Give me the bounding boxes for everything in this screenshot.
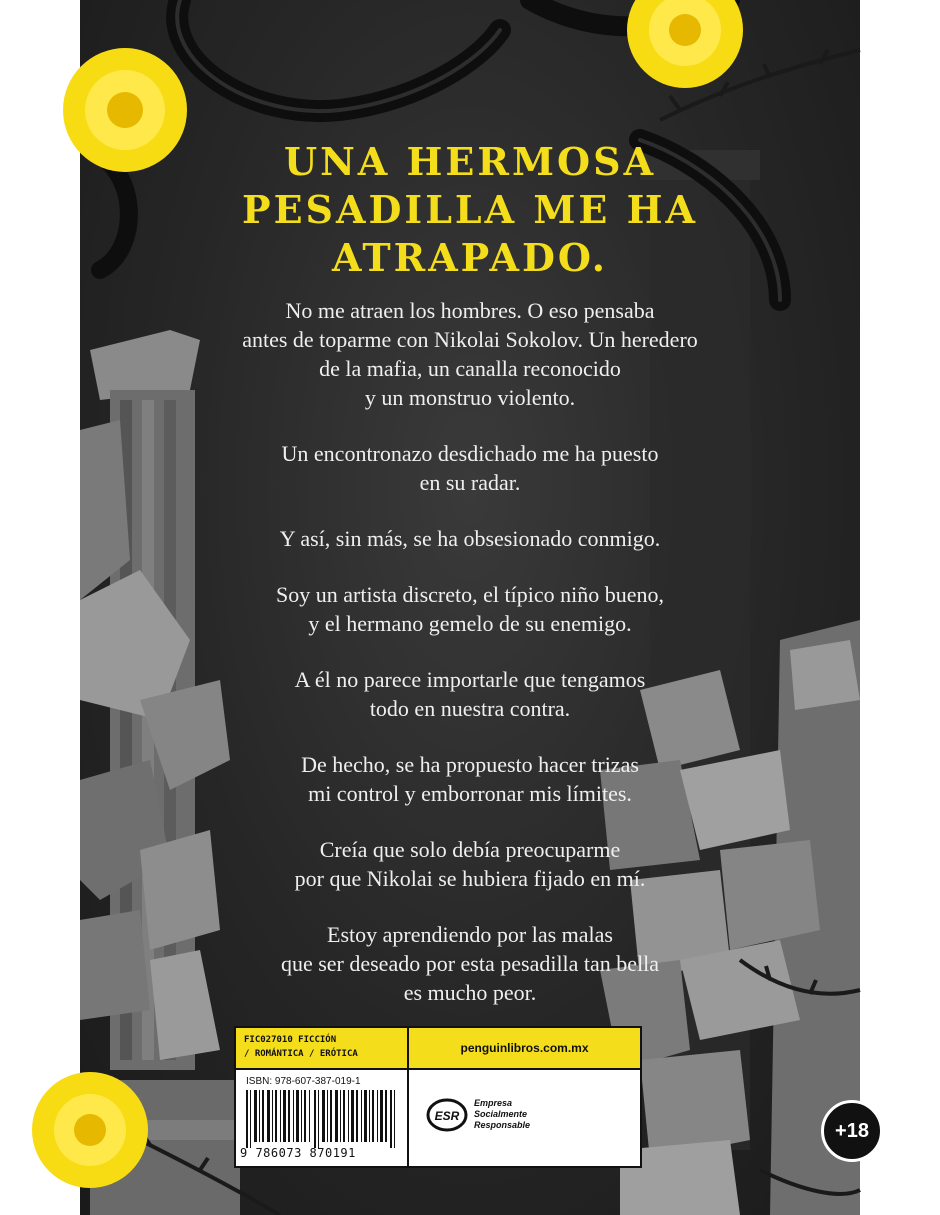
publisher-website: penguinlibros.com.mx xyxy=(460,1041,589,1055)
synopsis-line: es mucho peor. xyxy=(403,980,537,1005)
category-line: / ROMÁNTICA / ERÓTICA xyxy=(244,1049,358,1059)
headline-line: UNA HERMOSA xyxy=(283,139,657,184)
synopsis-line: de la mafia, un canalla reconocido xyxy=(319,356,621,381)
synopsis-line: No me atraen los hombres. O eso pensaba xyxy=(285,298,655,323)
esr-logo-icon xyxy=(426,1094,468,1136)
esr-line: Empresa xyxy=(474,1098,513,1108)
synopsis-paragraph xyxy=(170,750,770,808)
barcode-icon xyxy=(244,1090,404,1148)
headline-line: ATRAPADO. xyxy=(331,235,609,280)
synopsis-paragraph xyxy=(170,665,770,723)
synopsis-line: Estoy aprendiendo por las malas xyxy=(327,922,613,947)
synopsis-paragraph xyxy=(170,580,770,638)
synopsis-line: De hecho, se ha propuesto hacer trizas xyxy=(301,752,639,777)
synopsis-line: todo en nuestra contra. xyxy=(369,696,571,721)
synopsis-line: A él no parece importarle que tengamos xyxy=(294,667,646,692)
synopsis-line: mi control y emborronar mis límites. xyxy=(308,781,632,806)
esr-line: Socialmente xyxy=(474,1109,528,1119)
synopsis-line: que ser deseado por esta pesadilla tan bella xyxy=(280,951,660,976)
esr-logo-text: ESR xyxy=(434,1109,460,1123)
synopsis-line: antes de toparme con Nikolai Sokolov. Un heredero xyxy=(242,327,698,352)
synopsis-paragraph xyxy=(170,835,770,893)
isbn-label: ISBN: 978-607-387-019-1 xyxy=(246,1076,361,1087)
genre-category xyxy=(244,1033,404,1061)
synopsis-line: Y así, sin más, se ha obsesionado conmigo. xyxy=(279,526,661,551)
synopsis-paragraph xyxy=(170,439,770,497)
synopsis-line: en su radar. xyxy=(419,470,521,495)
synopsis-paragraph xyxy=(170,524,770,553)
category-line: FIC027010 FICCIÓN xyxy=(244,1035,337,1045)
synopsis-line: por que Nikolai se hubiera fijado en mí. xyxy=(294,866,646,891)
headline-line: PESADILLA ME HA xyxy=(242,187,698,232)
esr-label xyxy=(474,1098,564,1131)
synopsis-line: y un monstruo violento. xyxy=(364,385,576,410)
synopsis-line: Creía que solo debía preocuparme xyxy=(319,837,621,862)
esr-line: Responsable xyxy=(474,1120,531,1130)
age-rating-badge: +18 xyxy=(821,1100,883,1162)
synopsis-line: y el hermano gemelo de su enemigo. xyxy=(308,611,632,636)
synopsis-paragraph xyxy=(170,296,770,412)
barcode-number: 9 786073 870191 xyxy=(240,1146,356,1160)
synopsis-line: Un encontronazo desdichado me ha puesto xyxy=(281,441,659,466)
tagline-headline xyxy=(80,138,860,282)
yellow-flower-top-right xyxy=(627,0,743,88)
synopsis xyxy=(170,296,770,1034)
synopsis-line: Soy un artista discreto, el típico niño bueno, xyxy=(276,582,664,607)
publisher-info-box xyxy=(234,1026,642,1168)
yellow-flower-bottom-left xyxy=(32,1072,148,1188)
synopsis-paragraph xyxy=(170,920,770,1007)
